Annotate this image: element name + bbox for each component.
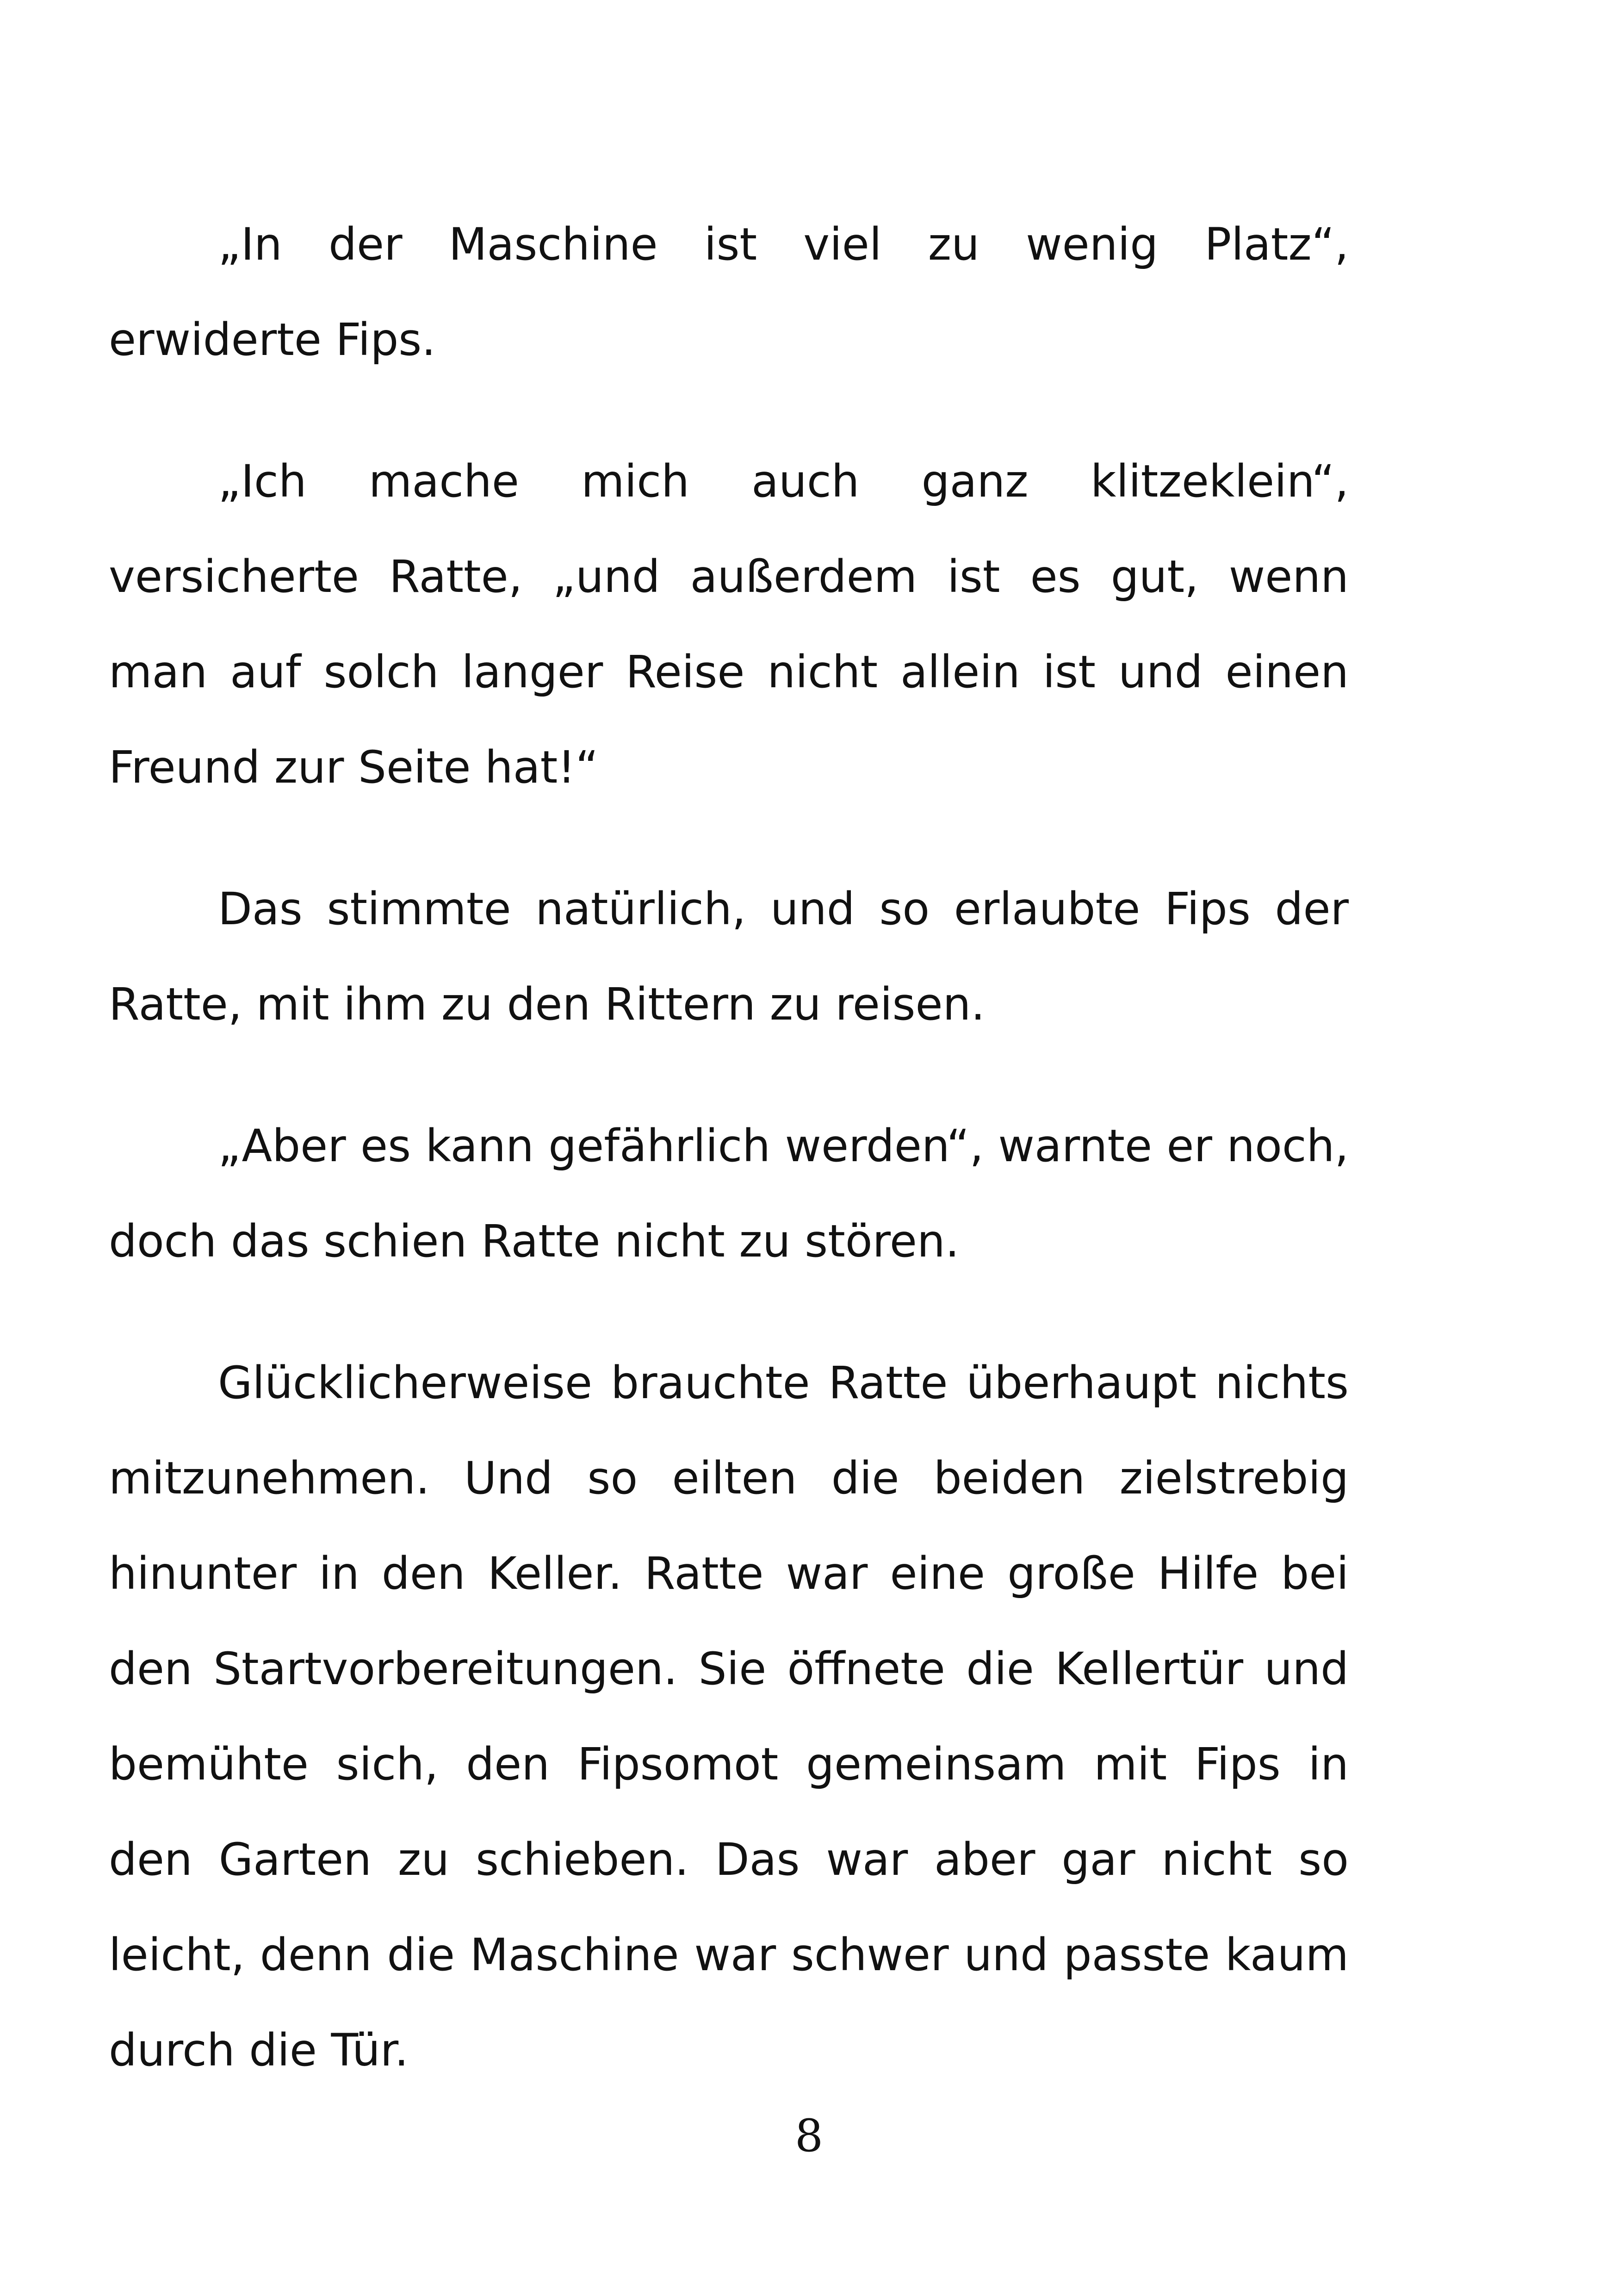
paragraph-4: „Aber es kann gefährlich werden“, warnte er noch, doch das schien Ratte nicht zu stören. (109, 1120, 1349, 1267)
paragraph-5: Glücklicherweise brauchte Ratte überhaupt nichts mitzunehmen. Und so eilten die beiden zielstrebig hinunter in den Keller. Ratte war eine große Hilfe bei den Startvorbereitungen. Sie öffnete die Kellertür und bemühte sich, den Fipsomot gemeinsam mit Fips in den Garten zu schieben. Das war aber gar nicht so leicht, denn die Maschine war schwer und passte kaum durch die Tür. (109, 1357, 1349, 2076)
paragraph-3: Das stimmte natürlich, und so erlaubte Fips der Ratte, mit ihm zu den Rittern zu reisen. (109, 883, 1349, 1030)
paragraph-1: „In der Maschine ist viel zu wenig Platz“, erwiderte Fips. (109, 218, 1349, 366)
paragraph-2: „Ich mache mich auch ganz klitzeklein“, versicherte Ratte, „und außerdem ist es gut, wenn man auf solch langer Reise nicht allein ist und einen Freund zur Seite hat!“ (109, 455, 1349, 793)
page-number: 8 (794, 2110, 824, 2162)
body-text (109, 197, 1349, 2144)
